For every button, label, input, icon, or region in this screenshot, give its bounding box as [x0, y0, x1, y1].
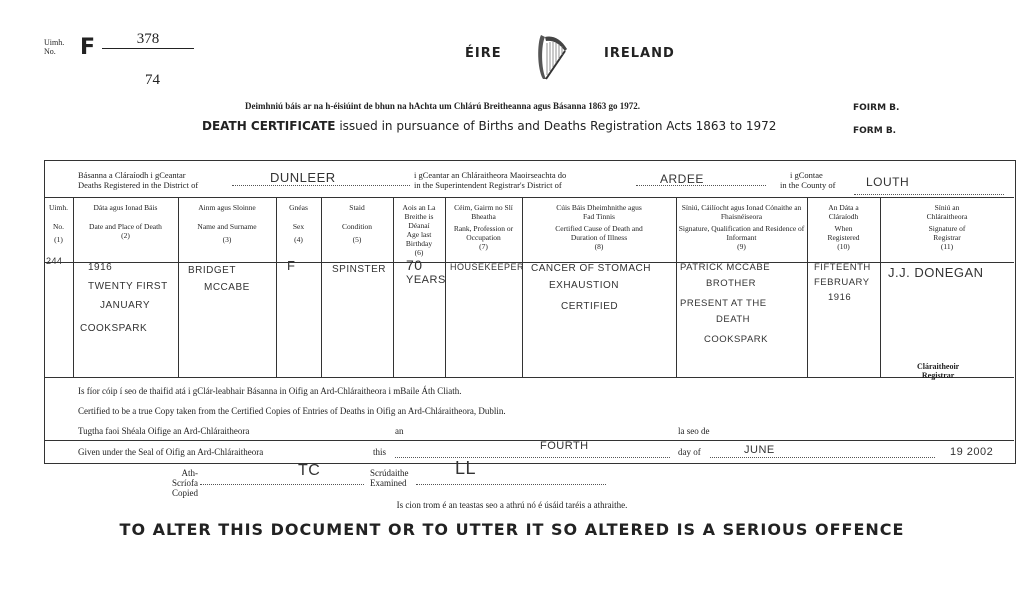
- certificate-number-bottom: 74: [145, 72, 160, 88]
- county-label-irish: i gContae: [790, 170, 823, 180]
- certificate-number-top: 378: [102, 31, 194, 49]
- form-letter: F: [80, 35, 96, 60]
- seal-la-seo-de: la seo de: [678, 426, 710, 436]
- seal-an: an: [395, 426, 404, 436]
- entry-first-name: BRIDGET: [188, 265, 236, 276]
- entry-registered-month: FEBRUARY: [814, 277, 870, 288]
- entry-date-place: [80, 258, 168, 338]
- seal-irish: Tugtha faoi Shéala Oifige an Ard-Chláraitheora: [78, 426, 250, 436]
- entry-informant-name: PATRICK MCCABE: [680, 262, 771, 273]
- country-irish: ÉIRE: [465, 46, 502, 61]
- county-label-english: in the County of: [780, 180, 836, 190]
- col-header-informant: [676, 203, 807, 251]
- entry-informant-relation: BROTHER: [706, 278, 756, 289]
- col-header-english: Rank, Profession or Occupation: [453, 224, 514, 242]
- col-header-english: Condition: [341, 222, 372, 231]
- district-label: [78, 170, 198, 190]
- col-header-registrar: [880, 203, 1014, 251]
- col-header-num: (11): [940, 242, 954, 251]
- registrar-label: [917, 362, 959, 380]
- seal-this: this: [373, 447, 387, 457]
- form-label-irish: FOIRM B.: [853, 103, 900, 113]
- registrar-label-english: Registrar: [921, 371, 955, 380]
- title-english-bold: DEATH CERTIFICATE: [202, 119, 336, 133]
- seal-day-of: day of: [678, 447, 701, 457]
- col-header-num: (8): [594, 242, 604, 251]
- col-header-english: No.: [52, 222, 65, 231]
- col-header-irish: Uimh.: [49, 203, 68, 212]
- col-header-condition: [321, 203, 393, 244]
- entry-cause: [531, 260, 651, 315]
- col-header-english: Name and Surname: [197, 222, 257, 231]
- entry-date-month: JANUARY: [100, 300, 150, 311]
- col-header-irish: Dáta agus Ionad Báis: [93, 203, 158, 212]
- harp-icon: [535, 31, 571, 87]
- entry-sex: F: [287, 258, 296, 273]
- entry-informant: [680, 260, 770, 348]
- col-header-no: [44, 203, 73, 244]
- col-header-num: (4): [294, 235, 303, 244]
- entry-occupation: HOUSEKEEPER: [450, 262, 525, 272]
- entry-registrar-signature: J.J. DONEGAN: [888, 265, 984, 280]
- entry-age-value: 70: [406, 257, 423, 273]
- col-header-occupation: [445, 203, 522, 251]
- entry-registered-day: FIFTEENTH: [814, 262, 871, 273]
- col-header-irish: Ainm agus Sloinne: [198, 203, 256, 212]
- number-label-english: No.: [44, 47, 56, 56]
- entry-place: COOKSPARK: [80, 323, 148, 334]
- issue-day-value: FOURTH: [540, 440, 589, 452]
- entry-age-unit: YEARS: [406, 274, 446, 286]
- col-header-irish: An Dáta a Cláraíodh: [828, 203, 859, 221]
- entry-condition: SPINSTER: [332, 264, 387, 275]
- col-header-english: Signature of Registrar: [928, 224, 966, 242]
- registrar-label-irish: Cláraitheoir: [917, 362, 960, 371]
- entry-informant-qualification-2: DEATH: [716, 314, 750, 325]
- county-label: [780, 170, 835, 190]
- seal-english: Given under the Seal of Oifig an Ard-Chláraitheora: [78, 447, 264, 457]
- copied-initials: TC: [298, 462, 321, 479]
- entry-registered-year: 1916: [828, 292, 852, 303]
- examined-label: [370, 468, 409, 488]
- col-header-irish: Síniú, Cáilíocht agus Ionad Cónaithe an Fhaisnéiseora: [681, 203, 802, 221]
- form-label-english: FORM B.: [853, 126, 897, 136]
- sup-district-value: ARDEE: [660, 172, 704, 186]
- examined-initials: LL: [455, 458, 477, 478]
- entry-date-year: 1916: [88, 262, 113, 273]
- col-header-irish: Staid: [349, 203, 365, 212]
- examined-label-english: Examined: [370, 478, 407, 488]
- col-header-irish: Gnéas: [289, 203, 308, 212]
- entry-cause-line2: EXHAUSTION: [549, 280, 620, 291]
- sup-district-label-english: in the Superintendent Registrar's District of: [414, 180, 562, 190]
- entry-surname: MCCABE: [204, 282, 250, 293]
- number-label: [44, 38, 64, 56]
- col-header-num: (1): [54, 235, 63, 244]
- col-header-num: (9): [737, 242, 746, 251]
- entry-date-day: TWENTY FIRST: [88, 281, 168, 292]
- country-english: IRELAND: [604, 46, 675, 61]
- title-english-rest: issued in pursuance of Births and Deaths Registration Acts 1863 to 1972: [339, 119, 777, 133]
- warning-english: TO ALTER THIS DOCUMENT OR TO UTTER IT SO ALTERED IS A SERIOUS OFFENCE: [119, 520, 905, 539]
- col-header-irish: Síniú an Chláraitheora: [926, 203, 968, 221]
- col-header-english: When Registered: [827, 224, 860, 242]
- entry-name: [188, 262, 250, 296]
- copied-label-english: Copied: [172, 488, 198, 498]
- col-header-english: Age last Birthday: [405, 230, 433, 248]
- number-label-irish: Uimh.: [44, 38, 65, 47]
- col-header-date-place: [73, 203, 178, 240]
- col-header-num: (3): [222, 235, 232, 244]
- district-label-english: Deaths Registered in the District of: [78, 180, 199, 190]
- district-value: DUNLEER: [270, 170, 336, 185]
- title-english: [202, 119, 776, 133]
- title-irish: Deimhniú báis ar na h-éisiúint de bhun na hAchta um Chlárú Breitheanna agus Básanna 1863 go 1972.: [245, 101, 641, 111]
- col-header-cause: [522, 203, 676, 251]
- col-header-num: (5): [352, 235, 362, 244]
- copied-label: [160, 468, 198, 498]
- copied-label-irish: Ath-Scríofa: [172, 468, 198, 488]
- col-header-registered: [807, 203, 880, 251]
- entry-number: 244: [46, 256, 63, 266]
- col-header-irish: Aois an La Breithe is Déanaí: [402, 203, 436, 230]
- district-label-irish: Básanna a Cláraíodh i gCeantar: [78, 170, 186, 180]
- warning-irish: Is cion trom é an teastas seo a athrú nó é úsáid taréis a athraithe.: [396, 500, 628, 510]
- issue-year-value: 19 2002: [950, 446, 994, 458]
- entry-informant-residence: COOKSPARK: [704, 334, 768, 345]
- col-header-english: Certified Cause of Death and Duration of Illness: [555, 224, 643, 242]
- col-header-num: (2): [121, 231, 130, 240]
- col-header-sex: [276, 203, 321, 244]
- col-header-english: Sex: [292, 222, 305, 231]
- col-header-age: [393, 203, 445, 257]
- col-header-irish: Céim, Gairm no Slí Bheatha: [454, 203, 513, 221]
- certification-irish: Is fíor cóip í seo de thaifid atá i gClár-leabhair Básanna in Oifig an Ard-Chláraitheora i mBaile Áth Cliath.: [78, 386, 462, 396]
- col-header-english: Date and Place of Death: [89, 222, 162, 231]
- entry-registered: [814, 260, 871, 305]
- col-header-num: (10): [837, 242, 850, 251]
- col-header-name: [178, 203, 276, 244]
- entry-cause-line1: CANCER OF STOMACH: [531, 263, 651, 274]
- sup-district-label-irish: i gCeantar an Chláraitheora Maoirseachta do: [414, 170, 567, 180]
- col-header-num: (7): [479, 242, 488, 251]
- examined-label-irish: Scrúdaithe: [370, 468, 409, 478]
- sup-district-label: [414, 170, 566, 190]
- issue-month-value: JUNE: [744, 444, 775, 456]
- county-value: LOUTH: [866, 175, 910, 189]
- entry-cause-line3: CERTIFIED: [561, 301, 619, 312]
- entry-informant-qualification: PRESENT AT THE: [680, 298, 767, 309]
- certification-english: Certified to be a true Copy taken from the Certified Copies of Entries of Deaths in Oifig an Ard-Chláraitheora, Dublin.: [78, 406, 506, 416]
- col-header-num: (6): [414, 248, 424, 257]
- col-header-english: Signature, Qualification and Residence of Informant: [678, 224, 805, 242]
- entry-age: [406, 258, 446, 288]
- col-header-irish: Cúis Báis Dheimhnithe agus Fad Tinnis: [556, 203, 642, 221]
